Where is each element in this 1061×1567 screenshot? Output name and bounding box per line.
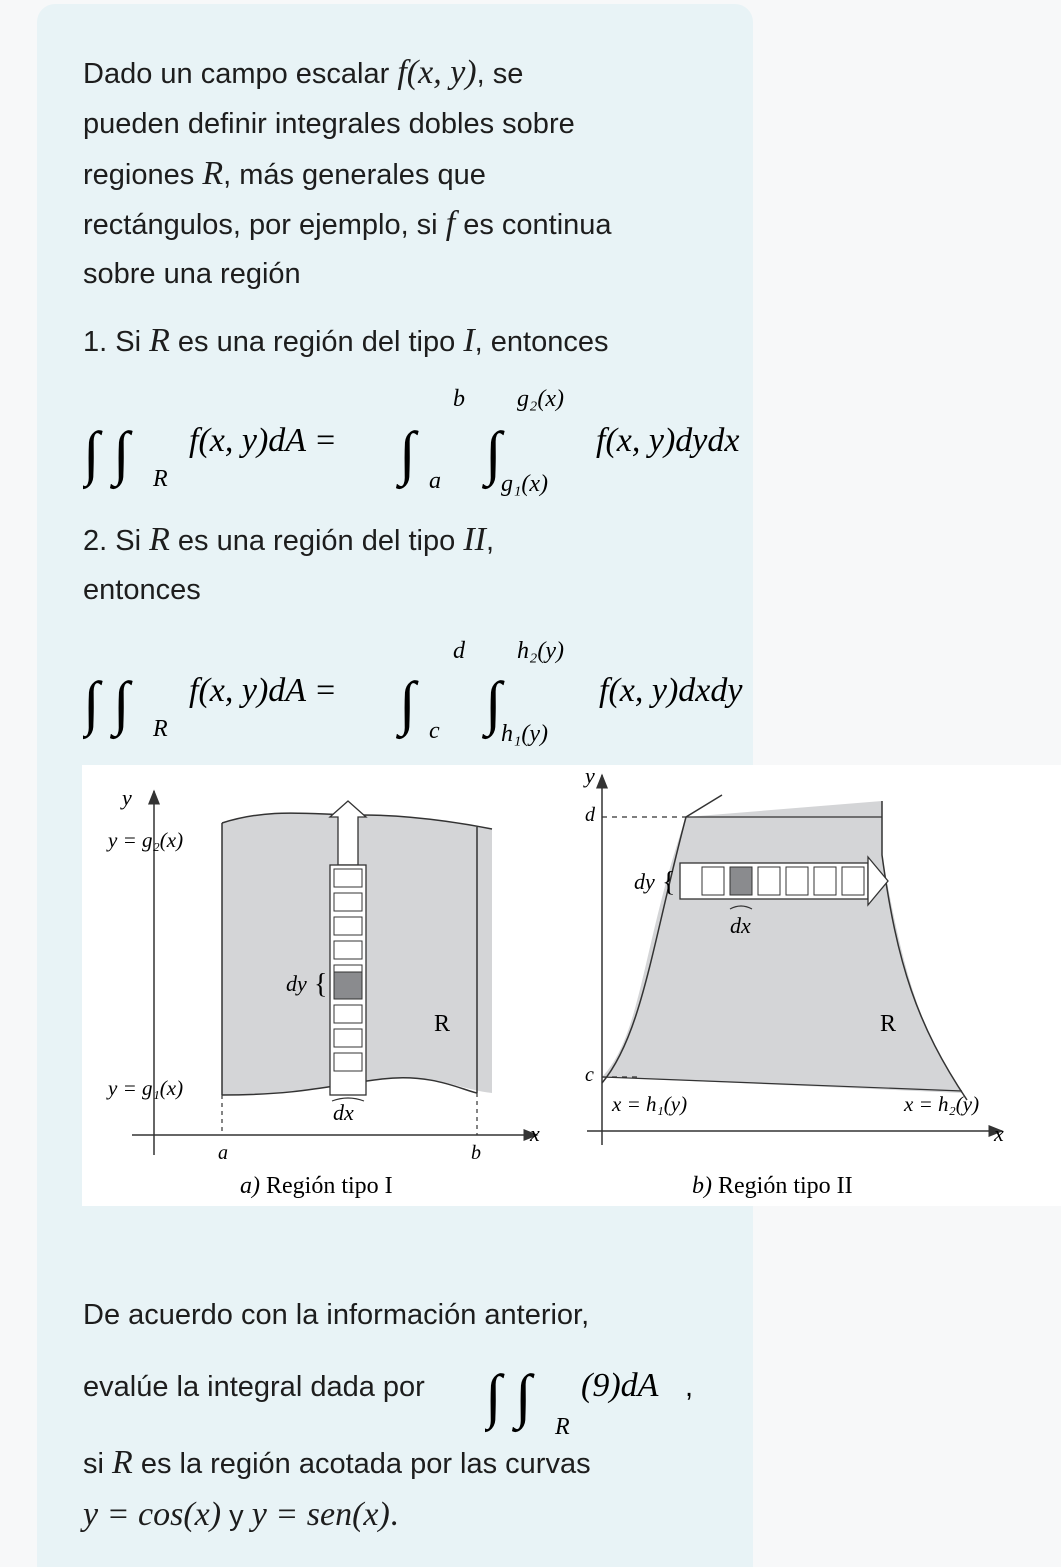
item-text: 1. Si [83,326,150,358]
item-2-line-2 [83,565,201,615]
item-1 [83,316,608,367]
dx-label: dx [333,1100,354,1125]
integral-sign: ∫ [113,420,130,486]
region-label: R [434,1011,451,1037]
question-text: si [83,1448,112,1480]
intro-line-4 [83,199,612,250]
label-g2: y = g₂(x) [108,828,184,852]
a-label: a [218,1142,228,1164]
dx-label: dx [730,913,751,938]
question-line-4 [83,1490,398,1541]
intro-text: , se [476,58,524,90]
item-text: , [485,525,495,557]
item-2 [83,515,494,566]
rhs-integrand: f(x, y)dxdy [599,672,743,709]
intro-line-1 [83,48,523,99]
integral-sign: ∫ [485,1363,502,1429]
item-text: 2. Si [83,525,150,557]
lower-limit: c [429,718,440,744]
item-text: , entonces [474,326,609,358]
dy-label: dy [286,971,307,996]
label-h1: x = h₁(y) [612,1092,688,1116]
dA-element [334,972,362,999]
region-diagrams [82,765,1061,1206]
question-text: y [221,1500,252,1532]
panel-type-II [583,765,1004,1199]
rhs-integrand: f(x, y)dydx [596,422,740,459]
item-text: es una región del tipo [169,326,464,358]
label-h2: x = h₂(y) [904,1092,980,1116]
item-text: es una región del tipo [169,525,464,557]
upper-limit: b [453,386,465,412]
intro-text: Dado un campo escalar [83,58,398,90]
integral-sign: ∫ [485,420,502,486]
integral-sign: ∫ [113,670,130,736]
intro-text: sobre una región [83,258,301,290]
x-axis-label: x [530,1121,540,1146]
question-text: De acuerdo con la información anterior, [83,1299,590,1331]
math-f: f [445,205,456,242]
x-axis-label: x [994,1121,1004,1146]
panel-type-I [106,785,540,1199]
brace-icon: { [662,867,676,898]
y-axis-label: y [122,785,132,810]
label-g1: y = g₁(x) [108,1076,184,1100]
lower-limit: a [429,468,441,494]
lhs-integrand: f(x, y)dA = [189,422,337,459]
math-R: R [202,155,224,192]
b-label: b [471,1142,481,1164]
integral-sign: ∫ [399,670,416,736]
question-line-3 [83,1438,591,1489]
intro-line-5 [83,249,301,299]
question-text: , [685,1371,694,1403]
region-R-shading [602,801,962,1093]
intro-line-2 [83,99,575,149]
question-text: . [389,1496,399,1533]
d-label: d [585,804,595,826]
math-type-II: II [463,521,486,558]
lhs-integrand: f(x, y)dA = [189,672,337,709]
formula-type-I [83,378,823,503]
intro-text: pueden definir integrales dobles sobre [83,108,575,140]
math-type-I: I [463,322,475,359]
caption-type-II: b) Región tipo II [692,1173,853,1199]
intro-text: rectángulos, por ejemplo, si [83,209,446,241]
math-cos: y = cos(x) [83,1496,222,1533]
brace-icon: { [314,969,328,1000]
intro-line-3 [83,149,486,200]
y-axis-label: y [585,765,595,788]
question-text: es la región acotada por las curvas [132,1448,591,1480]
question-integrand: (9)dA [581,1367,659,1404]
integral-sign: ∫ [83,670,100,736]
region-subscript: R [555,1414,570,1438]
integral-sign: ∫ [399,420,416,486]
upper-limit: d [453,638,465,664]
inner-lower-limit: g₁(x) [501,471,548,497]
item-text: entonces [83,574,201,606]
dA-element [730,867,752,895]
question-line-1 [83,1290,589,1340]
integral-sign: ∫ [83,420,100,486]
math-R: R [149,521,170,558]
caption-type-I: a) Región tipo I [240,1173,393,1199]
question-text: evalúe la integral dada por [83,1371,425,1403]
integral-sign: ∫ [515,1363,532,1429]
integral-sign: ∫ [485,670,502,736]
math-R: R [149,322,170,359]
region-label: R [880,1011,897,1037]
math-sen: y = sen(x) [251,1496,390,1533]
dy-label: dy [634,869,655,894]
region-subscript: R [153,466,168,492]
region-subscript: R [153,716,168,742]
formula-type-II [83,628,823,753]
inner-upper-limit: h₂(y) [517,638,564,664]
math-R: R [112,1444,133,1481]
c-label: c [585,1064,594,1086]
inner-upper-limit: g₂(x) [517,386,564,412]
intro-text: , más generales que [223,159,486,191]
question-line-2 [83,1338,743,1438]
intro-text: es continua [455,209,612,241]
inner-lower-limit: h₁(y) [501,721,548,747]
intro-text: regiones [83,159,203,191]
math-fxy: f(x, y) [397,54,477,91]
